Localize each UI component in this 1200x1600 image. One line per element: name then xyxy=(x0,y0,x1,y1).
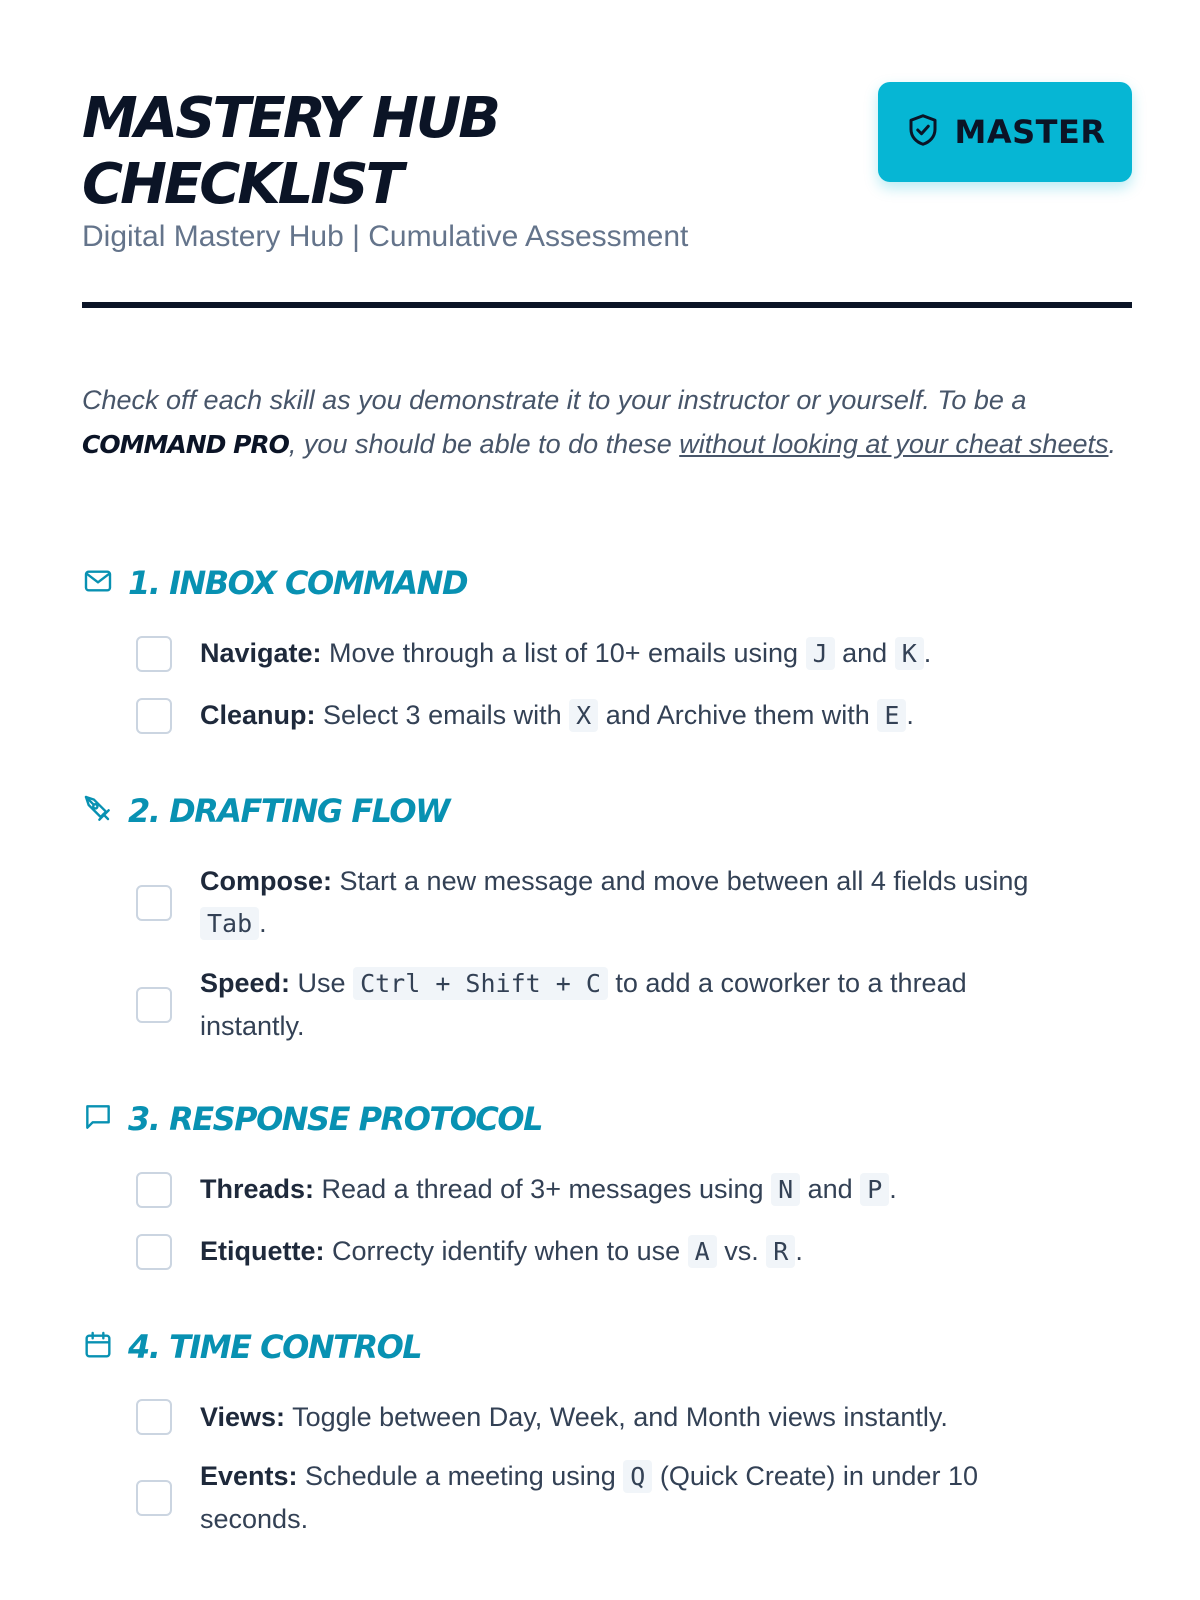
item-text-part: . xyxy=(795,1236,803,1266)
header-divider xyxy=(82,302,1132,308)
title-line-1: MASTERY HUB xyxy=(82,86,498,151)
item-text-part: . xyxy=(906,700,914,730)
item-label: Compose: xyxy=(200,866,333,896)
item-text xyxy=(200,962,1076,1047)
shortcut-key: N xyxy=(771,1173,800,1206)
checkbox[interactable] xyxy=(136,1234,172,1270)
checkbox[interactable] xyxy=(136,987,172,1023)
intro-part-1: Check off each skill as you demonstrate it to your instructor or yourself. To be a xyxy=(82,385,1027,415)
intro-part-3: . xyxy=(1108,429,1116,459)
chat-icon xyxy=(82,1101,114,1138)
item-label: Speed: xyxy=(200,968,291,998)
item-label: Threads: xyxy=(200,1174,315,1204)
checklist-item-compose xyxy=(136,860,1076,945)
intro-text xyxy=(82,378,1132,467)
page-title xyxy=(82,86,682,218)
intro-strong: COMMAND PRO xyxy=(82,430,289,459)
item-label: Cleanup: xyxy=(200,700,316,730)
shortcut-key: X xyxy=(569,699,598,732)
checkbox[interactable] xyxy=(136,698,172,734)
item-text xyxy=(200,1230,803,1273)
master-badge xyxy=(878,82,1132,182)
shortcut-key: Tab xyxy=(200,907,259,940)
item-text-part: Toggle between Day, Week, and Month views instantly. xyxy=(285,1402,948,1432)
item-text-part: Start a new message and move between all 4 fields using xyxy=(332,866,1029,896)
item-text xyxy=(200,1168,897,1211)
item-text-part: Use xyxy=(290,968,354,998)
checkbox[interactable] xyxy=(136,1480,172,1516)
shortcut-key: E xyxy=(877,699,906,732)
section-title: 3. RESPONSE PROTOCOL xyxy=(128,1100,542,1138)
item-text xyxy=(200,1455,1076,1540)
checkbox[interactable] xyxy=(136,1399,172,1435)
calendar-icon xyxy=(82,1329,114,1366)
shortcut-key: P xyxy=(860,1173,889,1206)
shortcut-key: A xyxy=(688,1235,717,1268)
item-text xyxy=(200,860,1076,945)
item-text-part: and xyxy=(834,638,895,668)
intro-part-2: , you should be able to do these xyxy=(288,429,680,459)
item-text-part: and xyxy=(800,1174,861,1204)
checkbox[interactable] xyxy=(136,636,172,672)
shield-check-icon xyxy=(905,112,941,153)
shortcut-key: K xyxy=(895,637,924,670)
shortcut-key: R xyxy=(766,1235,795,1268)
item-text-part: to add a coworker to a thread instantly. xyxy=(200,968,967,1041)
item-text-part: . xyxy=(889,1174,897,1204)
item-label: Views: xyxy=(200,1402,286,1432)
item-text-part: Move through a list of 10+ emails using xyxy=(321,638,806,668)
section-drafting-flow xyxy=(82,792,449,830)
checklist-item-speed xyxy=(136,962,1076,1047)
section-title: 1. INBOX COMMAND xyxy=(128,564,467,602)
item-text xyxy=(200,694,914,737)
checkbox[interactable] xyxy=(136,885,172,921)
checkbox[interactable] xyxy=(136,1172,172,1208)
item-text-part: Schedule a meeting using xyxy=(297,1461,624,1491)
item-text-part: (Quick Create) in under 10 seconds. xyxy=(200,1461,978,1534)
item-text-part: and Archive them with xyxy=(598,700,878,730)
title-line-2: CHECKLIST xyxy=(82,152,401,217)
item-label: Etiquette: xyxy=(200,1236,325,1266)
section-title: 2. DRAFTING FLOW xyxy=(128,792,449,830)
checklist-item-navigate xyxy=(136,632,1076,675)
badge-label: MASTER xyxy=(954,113,1106,151)
shortcut-key: Ctrl + Shift + C xyxy=(353,967,608,1000)
item-label: Navigate: xyxy=(200,638,322,668)
page-subtitle: Digital Mastery Hub | Cumulative Assessment xyxy=(82,220,689,253)
section-title: 4. TIME CONTROL xyxy=(128,1328,422,1366)
item-text xyxy=(200,632,931,675)
checklist-item-views xyxy=(136,1396,1076,1438)
item-text-part: Correcty identify when to use xyxy=(324,1236,688,1266)
shortcut-key: J xyxy=(806,637,835,670)
checklist-item-threads xyxy=(136,1168,1076,1211)
item-text-part: . xyxy=(923,638,932,668)
mail-icon xyxy=(82,565,114,602)
item-label: Events: xyxy=(200,1461,298,1491)
item-text-part: Read a thread of 3+ messages using xyxy=(314,1174,772,1204)
checklist-item-events xyxy=(136,1455,1076,1540)
pen-icon xyxy=(82,793,114,830)
section-inbox-command xyxy=(82,564,467,602)
checklist-item-etiquette xyxy=(136,1230,1076,1273)
item-text xyxy=(200,1396,948,1438)
section-time-control xyxy=(82,1328,421,1366)
checklist-item-cleanup xyxy=(136,694,1076,737)
item-text-part: Select 3 emails with xyxy=(315,700,570,730)
intro-underlined: without looking at your cheat sheets xyxy=(679,429,1109,459)
item-text-part: . xyxy=(259,908,267,938)
shortcut-key: Q xyxy=(623,1460,652,1493)
item-text-part: vs. xyxy=(716,1236,767,1266)
section-response-protocol xyxy=(82,1100,542,1138)
